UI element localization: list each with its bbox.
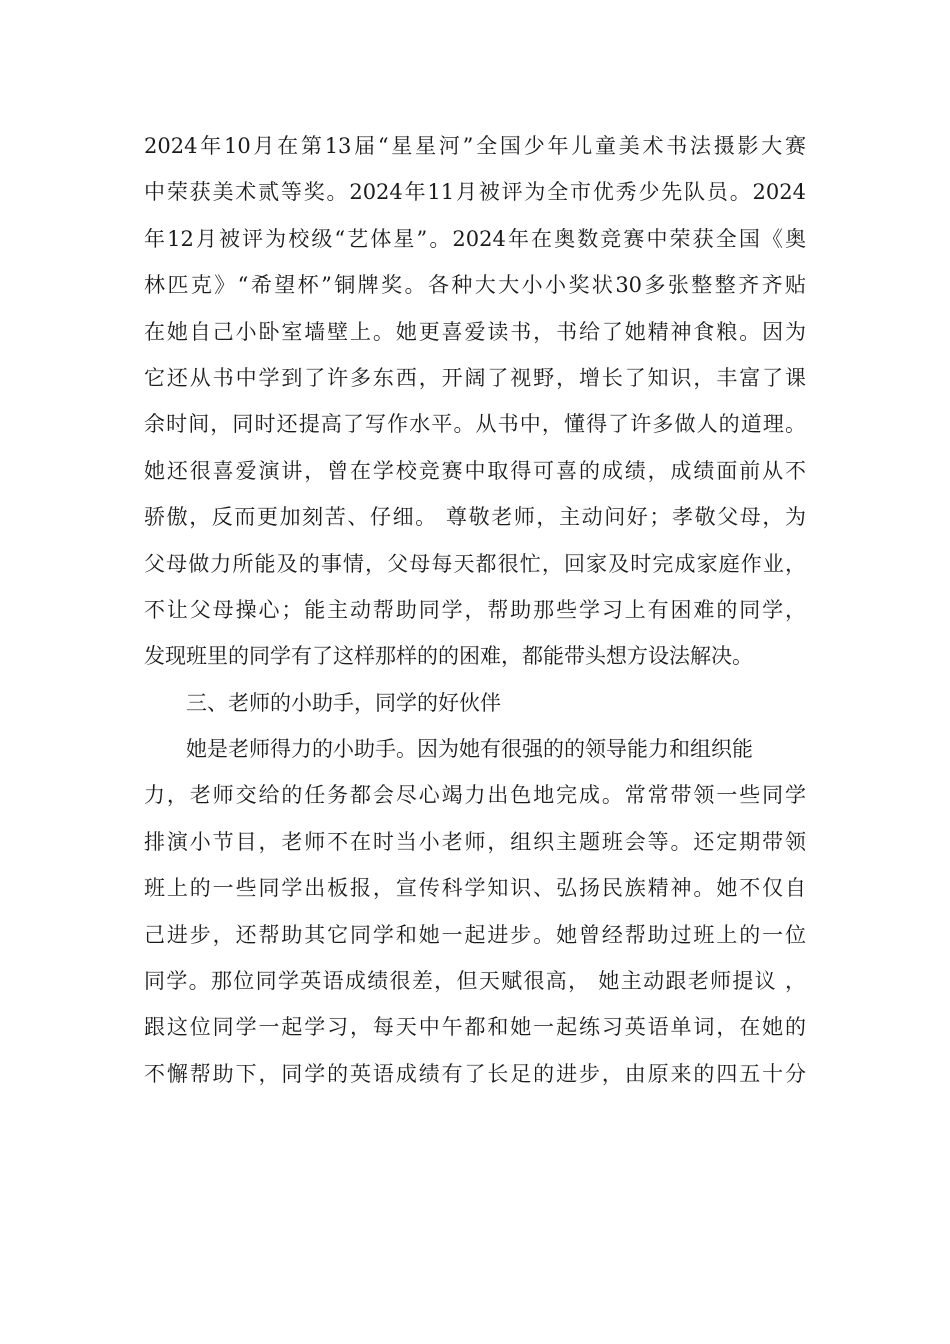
text-line: 班上的一些同学出板报，宣传科学知识、弘扬民族精神。她不仅自: [144, 876, 806, 901]
document-body: [144, 123, 806, 1097]
text-line: 力，老师交给的任务都会尽心竭力出色地完成。常常带领一些同学: [144, 783, 806, 808]
text-line: 年12月被评为校级“艺体星”。2024年在奥数竞赛中荣获全国《奥: [144, 226, 806, 251]
text-line: 跟这位同学一起学习，每天中午都和她一起练习英语单词，在她的: [144, 1015, 806, 1040]
text-line: 她是老师得力的小助手。因为她有很强的的领导能力和组织能: [186, 737, 753, 762]
text-line: 中荣获美术贰等奖。2024年11月被评为全市优秀少先队员。2024: [144, 180, 806, 205]
text-line: 不让父母操心；能主动帮助同学，帮助那些学习上有困难的同学，: [144, 597, 806, 622]
text-line: 排演小节目，老师不在时当小老师，组织主题班会等。还定期带领: [144, 829, 806, 854]
paragraph-helper: [144, 726, 806, 1097]
text-line: 不懈帮助下，同学的英语成绩有了长足的进步，由原来的四五十分: [144, 1061, 806, 1086]
text-line: 它还从书中学到了许多东西，开阔了视野，增长了知识，丰富了课: [144, 365, 806, 390]
text-line: 骄傲，反而更加刻苦、仔细。 尊敬老师，主动问好；孝敬父母，为: [144, 505, 806, 530]
text-line: 她还很喜爱演讲，曾在学校竞赛中取得可喜的成绩，成绩面前从不: [144, 458, 806, 483]
text-line: 余时间，同时还提高了写作水平。从书中，懂得了许多做人的道理。: [144, 412, 806, 437]
text-line: 林匹克》“希望杯”铜牌奖。各种大大小小奖状30多张整整齐齐贴: [144, 273, 806, 298]
paragraph-achievements: [144, 123, 806, 680]
text-line: 发现班里的同学有了这样那样的的困难，都能带头想方设法解决。: [144, 644, 753, 669]
text-line: 父母做力所能及的事情，父母每天都很忙，回家及时完成家庭作业，: [144, 551, 806, 576]
text-line: 同学。那位同学英语成绩很差，但天赋很高， 她主动跟老师提议 ，: [144, 969, 806, 994]
text-line: 己进步，还帮助其它同学和她一起进步。她曾经帮助过班上的一位: [144, 922, 806, 947]
section-heading: 三、老师的小助手，同学的好伙伴: [186, 690, 501, 715]
text-line: 2024年10月在第13届“星星河”全国少年儿童美术书法摄影大赛: [144, 134, 806, 158]
text-line: 在她自己小卧室墙壁上。她更喜爱读书，书给了她精神食粮。因为: [144, 319, 806, 344]
